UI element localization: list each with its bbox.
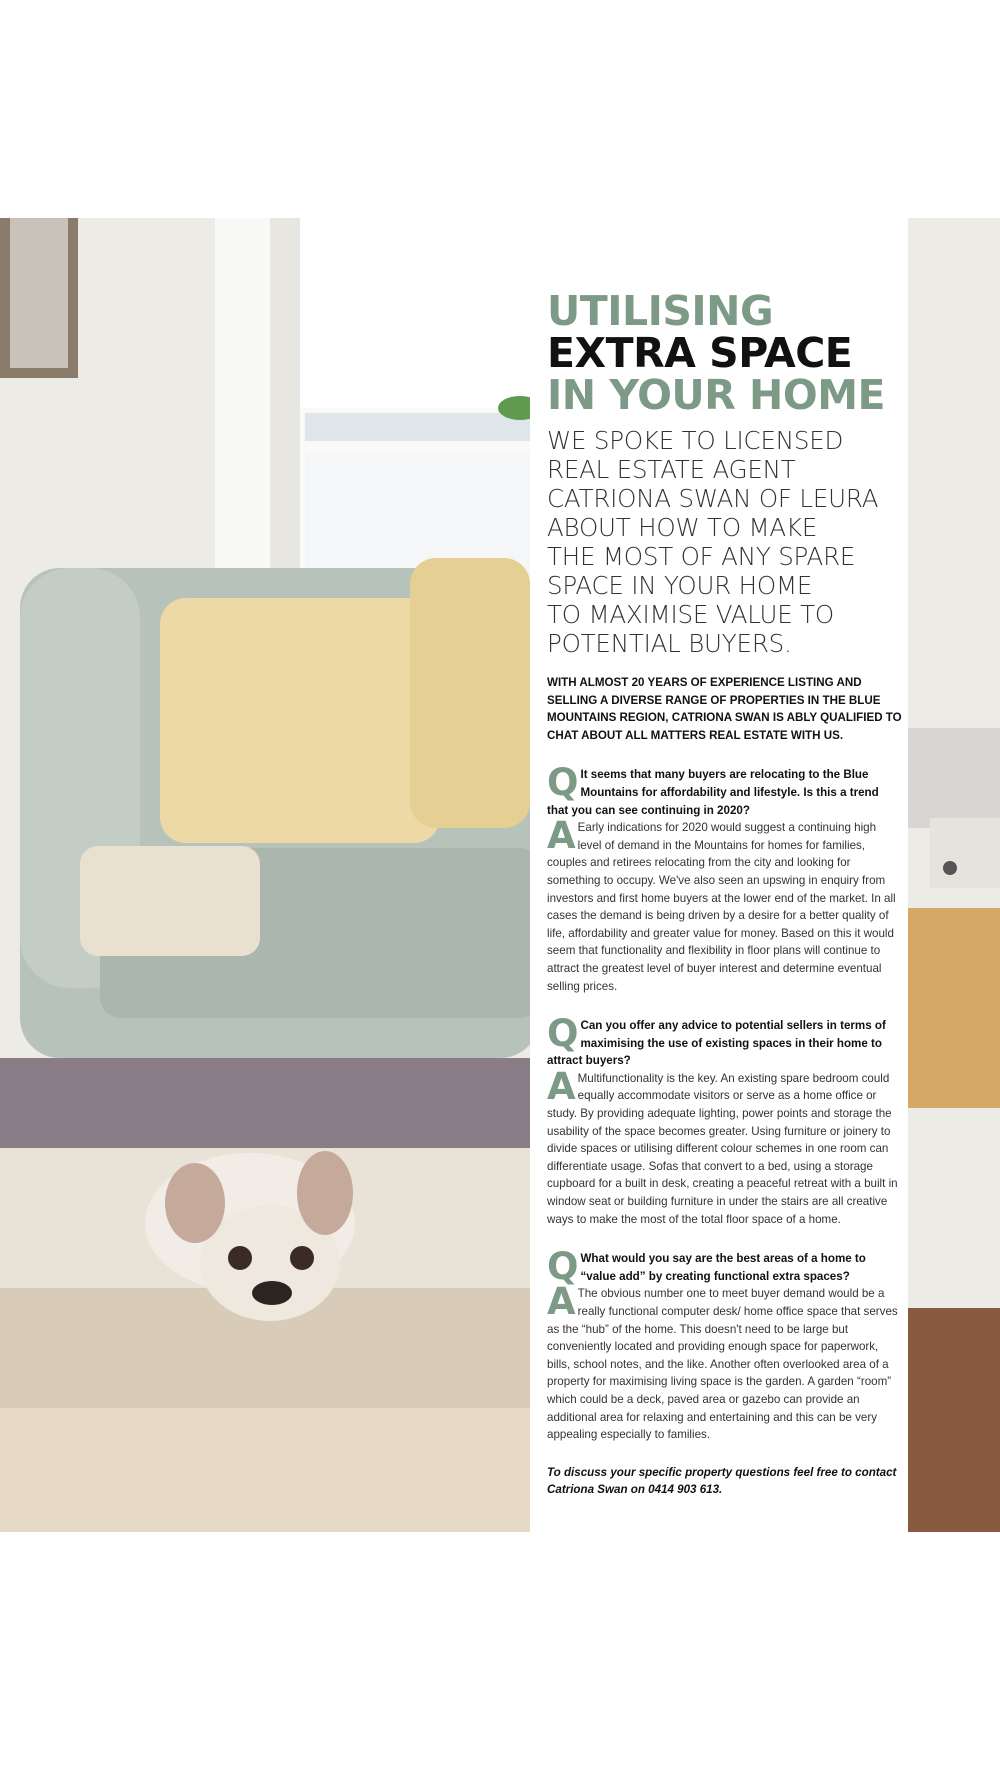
subhead-line: SPACE IN YOUR HOME xyxy=(547,571,813,600)
subhead-line: POTENTIAL BUYERS. xyxy=(547,629,792,658)
question-text: What would you say are the best areas of a home to “value add” by creating functional extra spaces? xyxy=(580,1252,866,1283)
answer-dropcap: A xyxy=(547,1064,576,1108)
dog-eye-left xyxy=(228,1246,252,1270)
article-column xyxy=(530,218,908,1532)
floor xyxy=(0,1408,530,1532)
box-handle xyxy=(943,861,957,875)
magazines xyxy=(908,728,1000,828)
question-text: It seems that many buyers are relocating to the Blue Mountains for affordability and lifestyle. Is this a trend that you can see continuing in 2020? xyxy=(547,768,879,817)
question xyxy=(547,1245,903,1289)
window-pane-top xyxy=(300,218,530,408)
throw-blanket xyxy=(80,846,260,956)
headline-line-2: EXTRA SPACE xyxy=(547,329,853,377)
storage-box xyxy=(930,818,1000,888)
answer xyxy=(547,814,903,995)
window-rail xyxy=(305,413,530,441)
answer xyxy=(547,1064,903,1228)
answer-dropcap: A xyxy=(547,814,576,858)
question-dropcap: Q xyxy=(547,1245,579,1289)
qa-block-2 xyxy=(547,1012,903,1228)
answer-dropcap: A xyxy=(547,1280,576,1324)
dog-eye-right xyxy=(290,1246,314,1270)
intro-paragraph: WITH ALMOST 20 YEARS OF EXPERIENCE LISTING AND SELLING A DIVERSE RANGE OF PROPERTIES IN THE BLUE MOUNTAINS REGION, CATRIONA SWAN IS ABLY QUALIFIED TO CHAT ABOUT ALL MATTERS REAL ESTATE WITH US. xyxy=(547,676,902,742)
subhead-line: ABOUT HOW TO MAKE xyxy=(547,513,818,542)
subhead-line: REAL ESTATE AGENT xyxy=(547,455,796,484)
dog-ear-right xyxy=(297,1151,353,1235)
qa-block-1 xyxy=(547,761,903,995)
answer-text: The obvious number one to meet buyer demand would be a really functional computer desk/ home office space that serves as the “hub” of the home. This doesn't need to be large but conveniently located and providing enough space for paperwork, bills, school notes, and the like. Another often overlooked area of a property for maximising living space is the garden. A garden “room” which could be a deck, paved area or gazebo can provide an additional area for relaxing and entertaining and this can be very appealing especially to families. xyxy=(547,1287,898,1442)
subhead-line: THE MOST OF ANY SPARE xyxy=(547,542,856,571)
dog-ear-left xyxy=(165,1163,225,1243)
cowhide-rug xyxy=(908,1308,1000,1532)
subheading xyxy=(547,426,908,658)
question-dropcap: Q xyxy=(547,761,579,805)
window-mullion xyxy=(270,218,300,598)
contact-note: To discuss your specific property questions feel free to contact Catriona Swan on 0414 903 613. xyxy=(547,1465,897,1497)
answer xyxy=(547,1280,903,1443)
headline-line-3: IN YOUR HOME xyxy=(547,371,886,419)
magazine-spread xyxy=(0,218,1000,1532)
subhead-line: WE SPOKE TO LICENSED xyxy=(547,426,844,455)
answer-text: Multifunctionality is the key. An existing spare bedroom could equally accommodate visitors or serve as a home office or study. By providing adequate lighting, power points and storage the usability of the space becomes greater. Using furniture or joinery to divide spaces or utilising different colour schemes in one room can differentiate usage. Sofas that convert to a bed, using a storage cupboard for a built in desk, creating a peaceful retreat with a built in window seat or building furniture in under the stairs are all creative ways to make the most of the total floor space of a home. xyxy=(547,1071,898,1226)
headline xyxy=(547,287,908,419)
question xyxy=(547,761,903,819)
question xyxy=(547,1012,903,1070)
dog-nose xyxy=(252,1281,292,1305)
yellow-cushion-small xyxy=(410,558,530,828)
subhead-line: TO MAXIMISE VALUE TO xyxy=(547,600,834,629)
wooden-cabinet xyxy=(908,908,1000,1108)
question-dropcap: Q xyxy=(547,1012,579,1056)
picture-canvas xyxy=(10,218,68,368)
yellow-cushion xyxy=(160,598,440,843)
qa-block-3 xyxy=(547,1245,903,1444)
subhead-line: CATRIONA SWAN OF LEURA xyxy=(547,484,879,513)
headline-line-1: UTILISING xyxy=(547,287,774,335)
answer-text: Early indications for 2020 would suggest a continuing high level of demand in the Mountains for homes for families, couples and retirees relocating from the city and looking for something to occupy. We've also seen an upswing in enquiry from investors and first home buyers at the lower end of the market. In all cases the demand is being driven by a desire for a better quality of life, affordability and greater value for money. Based on this it would seem that functionality and flexibility in floor plans will continue to attract the greatest level of buyer interest and determine eventual selling prices. xyxy=(547,821,896,993)
question-text: Can you offer any advice to potential sellers in terms of maximising the use of existing spaces in their home to attract buyers? xyxy=(547,1019,886,1068)
